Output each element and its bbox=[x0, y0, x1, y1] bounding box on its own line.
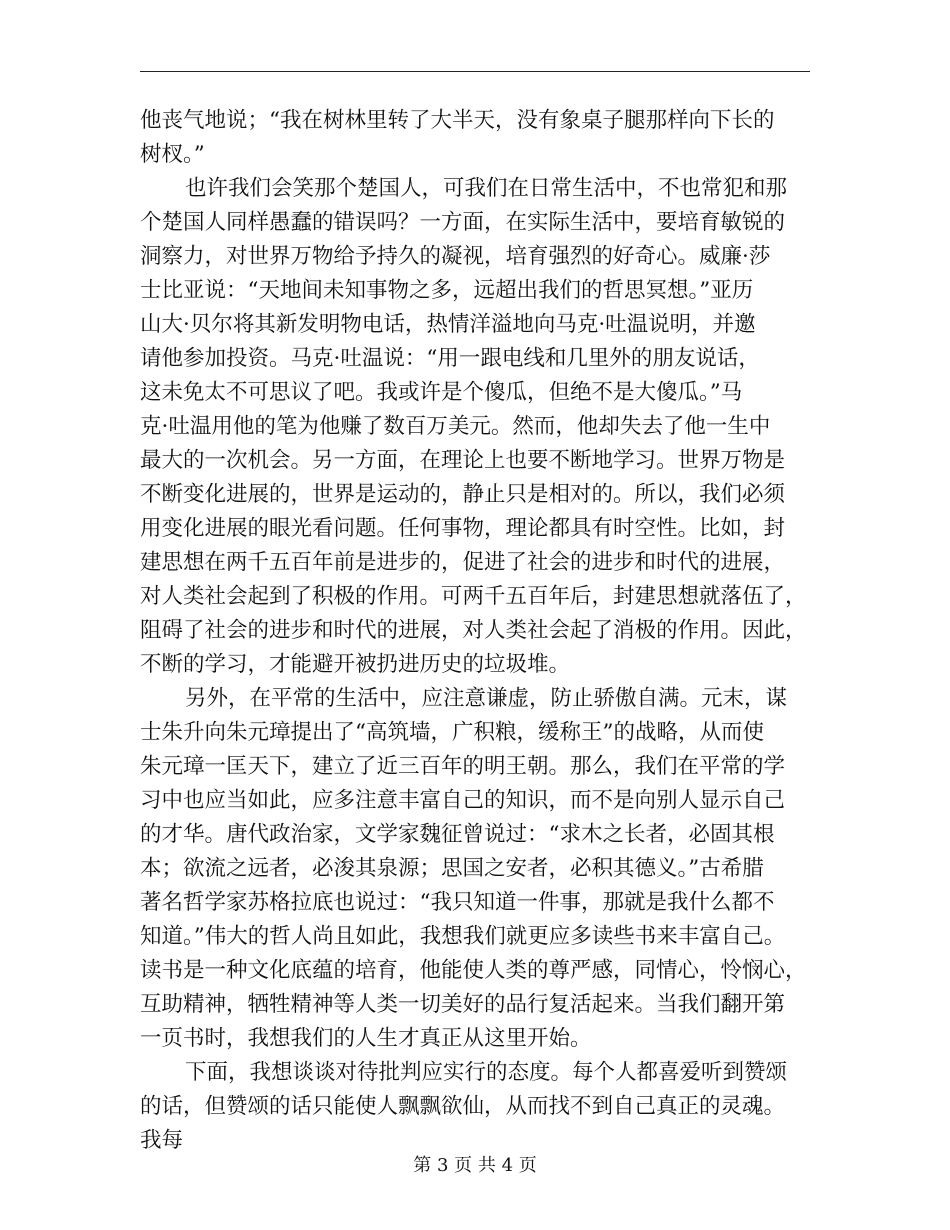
text-line: 对人类社会起到了积极的作用。可两千五百年后，封建思想就落伍了， bbox=[140, 584, 807, 609]
text-line: 不断变化进展的，世界是运动的，静止只是相对的。所以，我们必须 bbox=[140, 482, 786, 507]
paragraph-start-line: 下面，我想谈谈对待批判应实行的态度。每个人都喜爱听到赞颂 bbox=[185, 1060, 788, 1085]
paragraph-start-line: 也许我们会笑那个楚国人，可我们在日常生活中，不也常犯和那 bbox=[185, 176, 788, 201]
text-line: 的话，但赞颂的话只能使人飘飘欲仙，从而找不到自己真正的灵魂。 bbox=[140, 1094, 786, 1119]
document-body bbox=[140, 104, 812, 1158]
text-line: 互助精神，牺牲精神等人类一切美好的品行复活起来。当我们翻开第 bbox=[140, 992, 786, 1017]
text-line: 克·吐温用他的笔为他赚了数百万美元。然而，他却失去了他一生中 bbox=[140, 414, 771, 439]
text-line: 阻碍了社会的进步和时代的进展，对人类社会起了消极的作用。因此， bbox=[140, 618, 807, 643]
text-line: 朱元璋一匡天下，建立了近三百年的明王朝。那么，我们在平常的学 bbox=[140, 754, 786, 779]
text-line: 士比亚说：“天地间未知事物之多，远超出我们的哲思冥想。”亚历 bbox=[140, 278, 754, 303]
text-line: 一页书时，我想我们的人生才真正从这里开始。 bbox=[140, 1026, 592, 1051]
text-line: 不断的学习，才能避开被扔进历史的垃圾堆。 bbox=[140, 652, 571, 677]
text-line: 习中也应当如此，应多注意丰富自己的知识，而不是向别人显示自己 bbox=[140, 788, 786, 813]
text-line: 我每 bbox=[140, 1128, 184, 1153]
text-line: 用变化进展的眼光看问题。任何事物，理论都具有时空性。比如，封 bbox=[140, 516, 786, 541]
text-line: 著名哲学家苏格拉底也说过：“我只知道一件事，那就是我什么都不 bbox=[140, 890, 775, 915]
text-line: 树杈。” bbox=[140, 142, 205, 167]
text-line: 建思想在两千五百年前是进步的，促进了社会的进步和时代的进展， bbox=[140, 550, 786, 575]
text-line: 山大·贝尔将其新发明物电话，热情洋溢地向马克·吐温说明，并邀 bbox=[140, 312, 756, 337]
text-line: 最大的一次机会。另一方面，在理论上也要不断地学习。世界万物是 bbox=[140, 448, 786, 473]
text-line: 这未免太不可思议了吧。我或许是个傻瓜，但绝不是大傻瓜。”马 bbox=[140, 380, 743, 405]
text-line: 请他参加投资。马克·吐温说：“用一跟电线和几里外的朋友说话， bbox=[140, 346, 760, 371]
text-line: 个楚国人同样愚蠢的错误吗？一方面，在实际生活中，要培育敏锐的 bbox=[140, 210, 786, 235]
text-line: 洞察力，对世界万物给予持久的凝视，培育强烈的好奇心。威廉·莎 bbox=[140, 244, 771, 269]
page-number: 第 3 页 共 4 页 bbox=[413, 1155, 537, 1176]
paragraph-start-line: 另外，在平常的生活中，应注意谦虚，防止骄傲自满。元末，谋 bbox=[185, 686, 788, 711]
text-line: 本；欲流之远者，必浚其泉源；思国之安者，必积其德义。”古希腊 bbox=[140, 856, 764, 881]
header-rule bbox=[140, 71, 810, 72]
text-line: 知道。”伟大的哲人尚且如此，我想我们就更应多读些书来丰富自己。 bbox=[140, 924, 786, 949]
text-line: 读书是一种文化底蕴的培育，他能使人类的尊严感，同情心，怜悯心， bbox=[140, 958, 807, 983]
text-line: 的才华。唐代政治家，文学家魏征曾说过：“求木之长者，必固其根 bbox=[140, 822, 775, 847]
text-line: 他丧气地说；“我在树林里转了大半天，没有象桌子腿那样向下长的 bbox=[140, 108, 775, 133]
text-line: 士朱升向朱元璋提出了“高筑墙，广积粮，缓称王”的战略，从而使 bbox=[140, 720, 764, 745]
